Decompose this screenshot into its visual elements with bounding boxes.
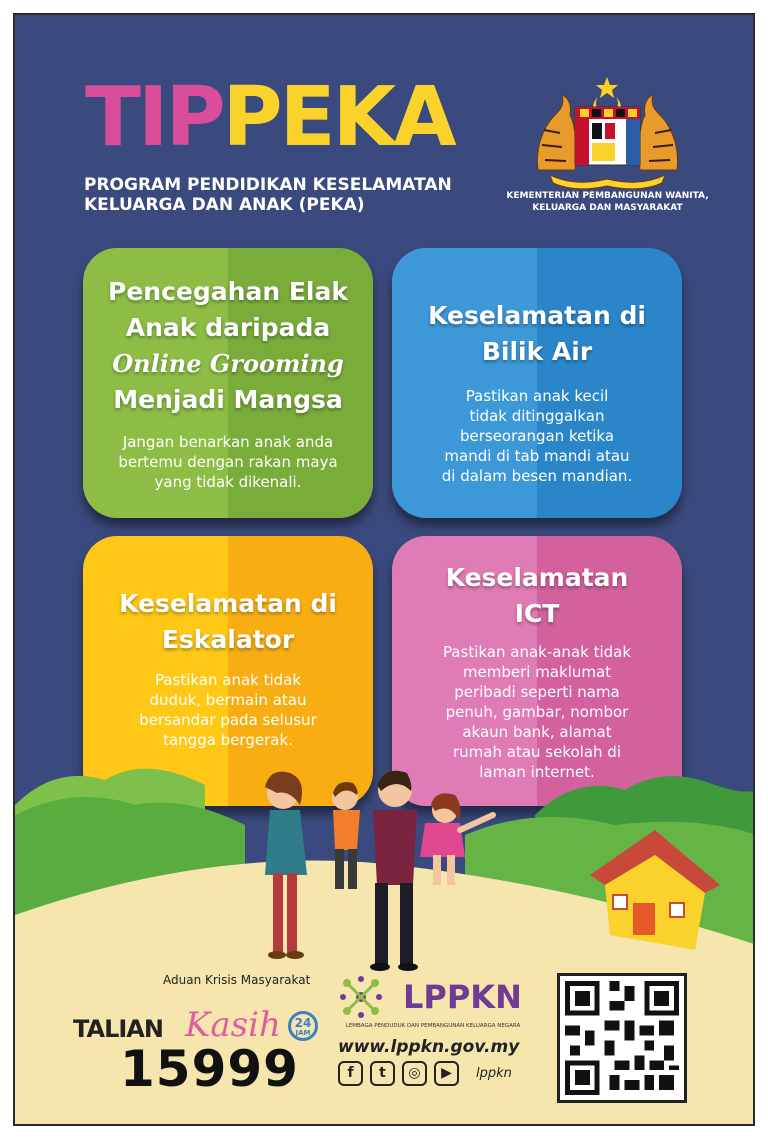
heading-line-2: Anak daripada	[125, 313, 331, 342]
heading-line-1: Keselamatan di	[119, 589, 337, 618]
title-tip: TIP	[85, 70, 223, 165]
body-line-2: tidak ditinggalkan	[469, 407, 605, 425]
body-line-2: duduk, bermain atau	[149, 691, 307, 709]
ministry-line-1: KEMENTERIAN PEMBANGUNAN WANITA,	[506, 191, 709, 201]
body-line-6: rumah atau sekolah di	[453, 743, 621, 761]
ministry-line-2: KELUARGA DAN MASYARAKAT	[532, 203, 683, 213]
body-line-3: bersandar pada selusur	[139, 711, 317, 729]
body-line-1: Pastikan anak kecil	[465, 387, 609, 405]
heading-line-2: Eskalator	[161, 625, 295, 654]
heading-line-1: Pencegahan Elak	[108, 277, 348, 306]
subtitle-line-1: PROGRAM PENDIDIKAN KESELAMATAN	[84, 175, 452, 195]
page-title	[85, 70, 454, 165]
lppkn-logo-icon	[337, 973, 385, 1021]
card-heading	[83, 586, 373, 658]
card-online-grooming	[83, 248, 373, 518]
body-line-5: akaun bank, alamat	[462, 723, 612, 741]
facebook-icon[interactable]: f	[338, 1061, 363, 1086]
heading-line-2: ICT	[514, 599, 560, 628]
badge-jam: JAM	[295, 1029, 311, 1037]
card-heading	[392, 298, 682, 370]
heading-line-2: Bilik Air	[481, 337, 593, 366]
card-bilik-air	[392, 248, 682, 518]
body-line-1: Jangan benarkan anak anda	[122, 433, 334, 451]
body-line-3: yang tidak dikenali.	[154, 473, 302, 491]
body-line-4: tangga bergerak.	[163, 731, 293, 749]
aduan-label: Aduan Krisis Masyarakat	[163, 973, 311, 987]
coat-of-arms-icon	[530, 75, 685, 190]
card-body	[83, 432, 373, 492]
body-line-4: penuh, gambar, nombor	[445, 703, 629, 721]
heading-line-1: Keselamatan	[445, 563, 629, 592]
card-heading	[392, 560, 682, 632]
title-peka: PEKA	[222, 70, 454, 165]
talian-text: TALIAN	[73, 1015, 163, 1043]
body-line-1: Pastikan anak tidak	[154, 671, 302, 689]
body-line-2: bertemu dengan rakan maya	[118, 453, 338, 471]
subtitle-line-2: KELUARGA DAN ANAK (PEKA)	[84, 195, 365, 215]
body-line-7: laman internet.	[479, 763, 595, 781]
website-link[interactable]: www.lppkn.gov.my	[338, 1037, 520, 1057]
youtube-icon[interactable]: ▶	[434, 1061, 459, 1086]
body-line-5: di dalam besen mandian.	[441, 467, 633, 485]
card-body	[392, 386, 682, 486]
program-subtitle	[84, 175, 514, 215]
body-line-3: peribadi seperti nama	[454, 683, 620, 701]
qr-code-icon[interactable]	[557, 973, 687, 1103]
body-line-4: mandi di tab mandi atau	[444, 447, 630, 465]
body-line-2: memberi maklumat	[462, 663, 612, 681]
card-body	[83, 670, 373, 750]
clock-24-icon	[288, 1011, 318, 1041]
heading-line-3: Online Grooming	[112, 349, 344, 378]
twitter-icon[interactable]: t	[370, 1061, 395, 1086]
hotline-number: 15999	[120, 1040, 299, 1098]
card-heading	[83, 274, 373, 418]
social-handle: lppkn	[476, 1066, 512, 1081]
body-line-1: Pastikan anak-anak tidak	[442, 643, 632, 661]
ministry-name	[495, 190, 720, 214]
poster	[13, 13, 755, 1126]
badge-24: 24	[294, 1016, 312, 1030]
heading-line-4: Menjadi Mangsa	[113, 385, 343, 414]
lppkn-name: LPPKN	[403, 978, 522, 1016]
heading-line-1: Keselamatan di	[428, 301, 646, 330]
instagram-icon[interactable]: ◎	[402, 1061, 427, 1086]
lppkn-full-name: LEMBAGA PENDUDUK DAN PEMBANGUNAN KELUARGA NEGARA	[345, 1023, 521, 1029]
body-line-3: berseorangan ketika	[459, 427, 615, 445]
kasih-text: Kasih	[185, 1005, 281, 1045]
